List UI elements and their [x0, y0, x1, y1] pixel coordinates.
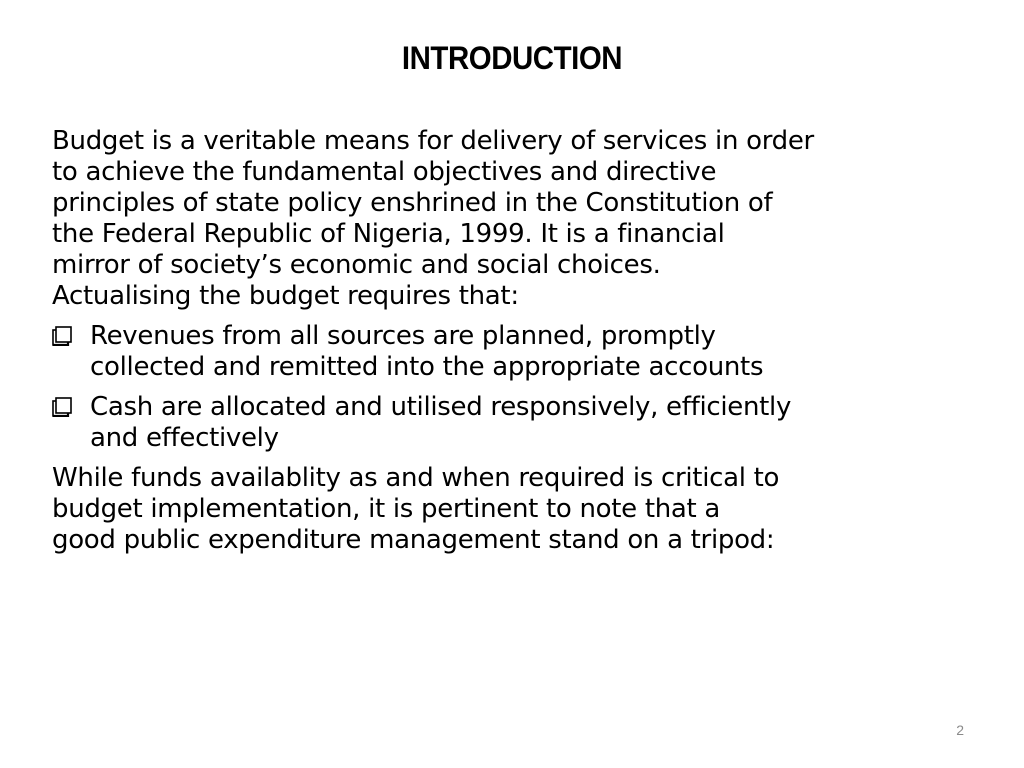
slide-body: [52, 126, 952, 565]
page-number: 2: [956, 722, 964, 738]
checkbox-icon: [52, 397, 72, 417]
bullet-line: Cash are allocated and utilised responsively, efficiently: [90, 392, 792, 422]
slide-title: INTRODUCTION: [401, 40, 623, 76]
paragraph-line: to achieve the fundamental objectives and directive: [52, 157, 717, 187]
closing-paragraph: [52, 463, 952, 556]
checkbox-icon: [52, 326, 72, 346]
paragraph-line: good public expenditure management stand on a tripod:: [52, 525, 775, 555]
bullet-line: Revenues from all sources are planned, promptly: [90, 321, 716, 351]
paragraph-line: budget implementation, it is pertinent to note that a: [52, 494, 721, 524]
paragraph-line: mirror of society’s economic and social choices.: [52, 250, 661, 280]
paragraph-line: the Federal Republic of Nigeria, 1999. It is a financial: [52, 219, 725, 249]
paragraph-line: Actualising the budget requires that:: [52, 281, 519, 311]
paragraph-line: Budget is a veritable means for delivery of services in order: [52, 126, 814, 156]
bullet-item-cash: [52, 392, 952, 454]
bullet-line: and effectively: [90, 423, 279, 453]
paragraph-line: principles of state policy enshrined in the Constitution of: [52, 188, 773, 218]
paragraph-line: While funds availablity as and when required is critical to: [52, 463, 780, 493]
bullet-item-revenues: [52, 321, 952, 383]
bullet-line: collected and remitted into the appropriate accounts: [90, 352, 764, 382]
intro-paragraph: [52, 126, 952, 312]
